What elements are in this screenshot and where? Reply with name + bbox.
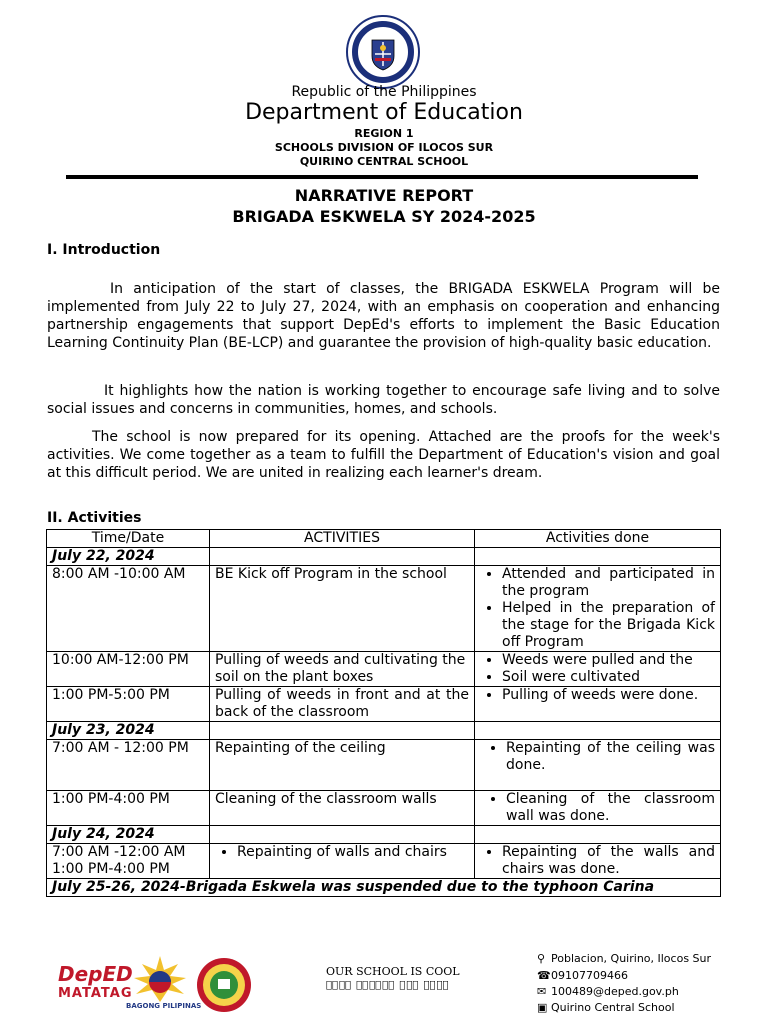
region-label: REGION 1	[354, 127, 414, 140]
date-cell: July 23, 2024	[47, 722, 210, 740]
done-item: • Repainting of the walls and chairs was done.	[502, 844, 715, 878]
table-row	[47, 687, 721, 722]
activity-cell: Repainting of the ceiling	[210, 740, 475, 791]
activity-cell: Pulling of weeds and cultivating the soil on the plant boxes	[210, 652, 475, 687]
done-item: • Weeds were pulled and the	[502, 652, 715, 669]
time-cell: 10:00 AM-12:00 PM	[47, 652, 210, 687]
done-item: • Helped in the preparation of the stage for the Brigada Kick off Program	[502, 600, 715, 651]
deped-logo-text: DepED	[58, 962, 133, 986]
intro-heading: I. Introduction	[47, 242, 161, 258]
intro-paragraph-3: The school is now prepared for its opening. Attached are the proofs for the week's activities. We come together as a team to fulfill the Department of Education's vision and goal at this difficult period. We are united in realizing each learner's dream.	[47, 429, 720, 481]
date-row	[47, 548, 721, 566]
activity-item: • Repainting of walls and chairs	[237, 844, 469, 861]
table-header-row	[47, 530, 721, 548]
intro-paragraph-2: It highlights how the nation is working together to encourage safe living and to solve social issues and concerns in communities, homes, and schools.	[47, 383, 720, 417]
time-line: 1:00 PM-4:00 PM	[52, 861, 170, 877]
done-item: • Repainting of the ceiling was done.	[506, 740, 715, 774]
suspension-note: July 25-26, 2024-Brigada Eskwela was suspended due to the typhoon Carina	[47, 879, 721, 897]
time-cell	[47, 844, 210, 879]
note-row	[47, 879, 721, 897]
email-text: 100489@deped.gov.ph	[551, 985, 679, 998]
phone-line	[537, 969, 628, 982]
table-row	[47, 652, 721, 687]
date-cell: July 24, 2024	[47, 826, 210, 844]
table-row	[47, 566, 721, 652]
done-cell	[475, 566, 721, 652]
date-row	[47, 722, 721, 740]
time-line: 7:00 AM -12:00 AM	[52, 844, 186, 860]
date-cell: July 22, 2024	[47, 548, 210, 566]
phone-icon: ☎	[537, 969, 551, 982]
division-label: SCHOOLS DIVISION OF ILOCOS SUR	[274, 141, 494, 154]
header-divider	[66, 175, 698, 179]
email-line	[537, 985, 679, 998]
activity-cell: Cleaning of the classroom walls	[210, 791, 475, 826]
report-subtitle: BRIGADA ESKWELA SY 2024-2025	[232, 207, 536, 226]
done-cell	[475, 687, 721, 722]
deped-matatag-logo	[58, 962, 133, 1001]
bagong-pilipinas-text: BAGONG PILIPINAS	[126, 1002, 202, 1010]
facebook-icon: ▣	[537, 1001, 548, 1014]
activities-heading: II. Activities	[47, 510, 142, 526]
table-row	[47, 791, 721, 826]
table-row	[47, 740, 721, 791]
activity-cell: BE Kick off Program in the school	[210, 566, 475, 652]
email-icon: ✉	[537, 985, 547, 998]
time-cell: 7:00 AM - 12:00 PM	[47, 740, 210, 791]
school-motto: OUR SCHOOL IS COOL	[326, 965, 460, 978]
done-item: • Cleaning of the classroom wall was done.	[506, 791, 715, 825]
col-done-header: Activities done	[475, 530, 721, 548]
done-cell	[475, 652, 721, 687]
done-item: • Attended and participated in the program	[502, 566, 715, 600]
date-row	[47, 826, 721, 844]
location-pin-icon: ⚲	[537, 952, 546, 965]
done-item: • Soil were cultivated	[502, 669, 715, 686]
phone-text: 09107709466	[551, 969, 628, 982]
school-motto-script: ᜀᜓᜇ᜔ ᜐ᜔ᜃᜓᜎ᜔ ᜁᜐ᜔ ᜃᜓᜎ᜔	[326, 980, 450, 991]
col-activities-header: ACTIVITIES	[210, 530, 475, 548]
school-seal	[196, 957, 252, 1013]
report-title: NARRATIVE REPORT	[294, 186, 474, 205]
activity-cell: Pulling of weeds in front and at the back of the classroom	[210, 687, 475, 722]
done-cell	[475, 844, 721, 879]
address-line	[537, 952, 711, 965]
done-cell	[475, 791, 721, 826]
matatag-logo-text: MATATAG	[58, 986, 133, 1001]
department-name: Department of Education	[245, 100, 523, 125]
time-cell: 1:00 PM-4:00 PM	[47, 791, 210, 826]
school-label: QUIRINO CENTRAL SCHOOL	[299, 155, 469, 168]
time-cell: 8:00 AM -10:00 AM	[47, 566, 210, 652]
table-row	[47, 844, 721, 879]
intro-paragraph-1: In anticipation of the start of classes, the BRIGADA ESKWELA Program will be implemented from July 22 to July 27, 2024, with an emphasis on cooperation and enhancing partnership engagements that support DepEd's efforts to implement the Basic Education Learning Continuity Plan (BE-LCP) and guarantee the provision of high-quality basic education.	[47, 281, 720, 351]
deped-seal	[345, 14, 421, 90]
activities-table	[46, 529, 721, 897]
activity-cell	[210, 844, 475, 879]
done-item: • Pulling of weeds were done.	[502, 687, 715, 704]
facebook-text: Quirino Central School	[551, 1001, 675, 1014]
done-cell	[475, 740, 721, 791]
republic-label: Republic of the Philippines	[291, 84, 477, 100]
facebook-line	[537, 1001, 675, 1014]
time-cell: 1:00 PM-5:00 PM	[47, 687, 210, 722]
col-time-header: Time/Date	[47, 530, 210, 548]
address-text: Poblacion, Quirino, Ilocos Sur	[551, 952, 712, 965]
